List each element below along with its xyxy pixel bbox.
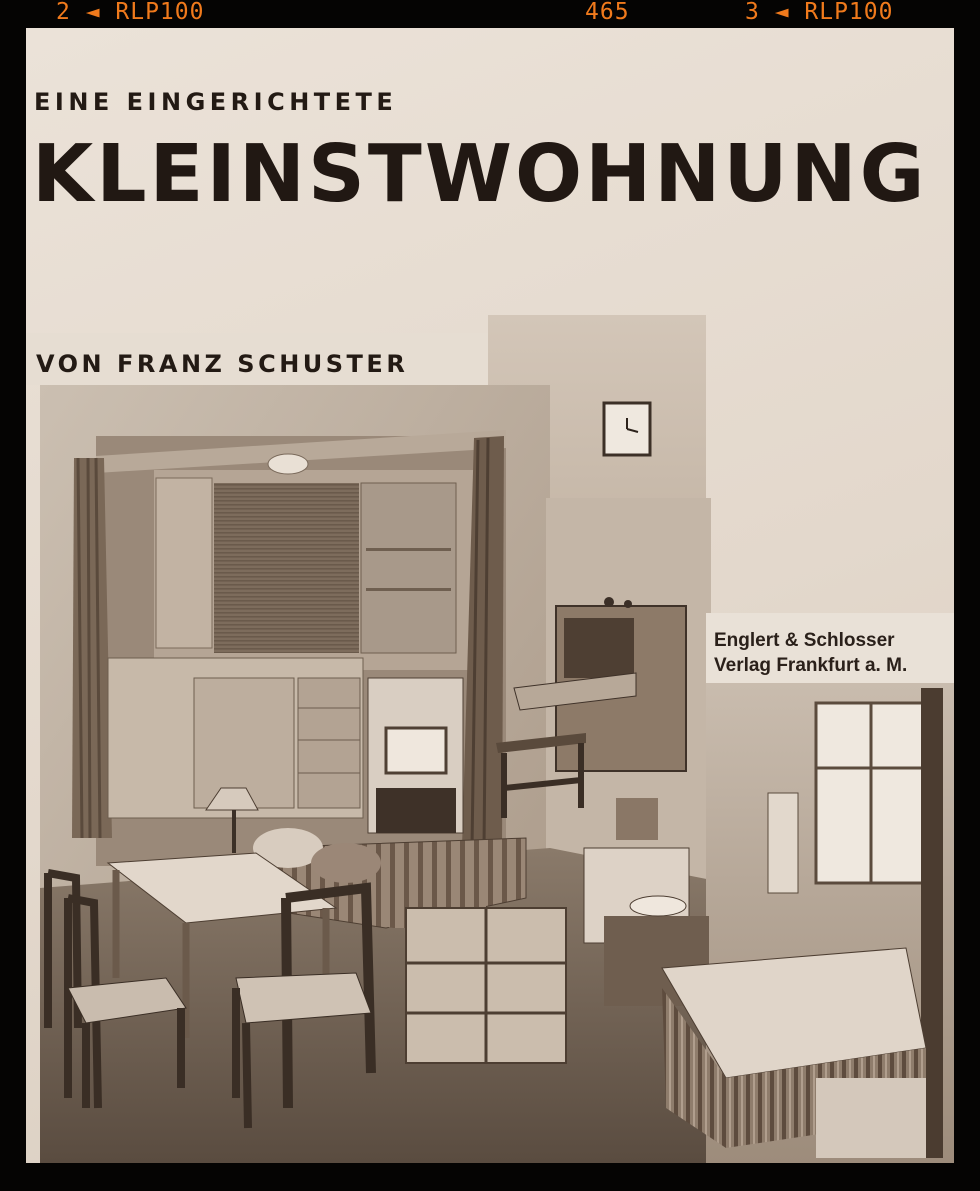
film-edge-frame-number: 465 [585, 0, 630, 25]
ceiling-lamp [268, 454, 308, 474]
book-cover [26, 28, 954, 1163]
film-edge-frame-label-right: 3 ◄ RLP100 [745, 0, 894, 25]
film-edge-frame-label-left: 2 ◄ RLP100 [56, 0, 205, 25]
publisher-name: Englert & Schlosser [714, 630, 895, 651]
cover-author: VON FRANZ SCHUSTER [36, 350, 409, 378]
publisher-location: Verlag Frankfurt a. M. [714, 655, 908, 676]
cover-kicker: EINE EINGERICHTETE [34, 88, 398, 116]
cover-title: KLEINSTWOHNUNG [32, 128, 928, 220]
roller-shutter [214, 483, 359, 653]
publisher-imprint [714, 628, 907, 678]
